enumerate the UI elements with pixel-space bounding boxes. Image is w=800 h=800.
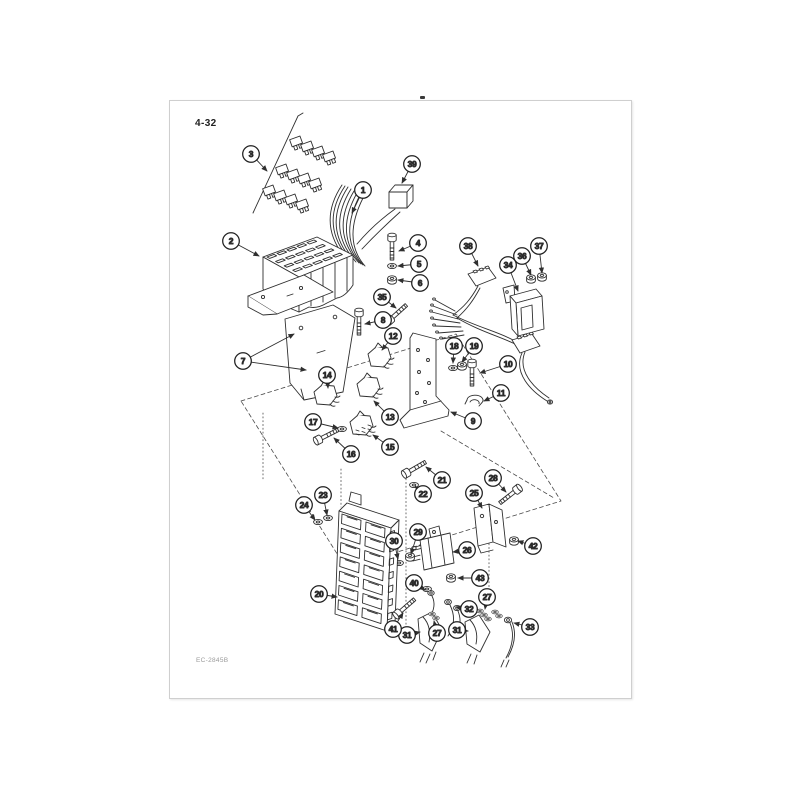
svg-text:29: 29 xyxy=(413,526,423,537)
svg-text:22: 22 xyxy=(418,488,428,499)
callout-5 xyxy=(411,256,428,273)
callout-39 xyxy=(404,156,421,173)
callout-12 xyxy=(385,328,402,345)
svg-text:31: 31 xyxy=(452,624,462,635)
callout-15 xyxy=(382,439,399,456)
svg-text:37: 37 xyxy=(534,240,544,251)
callout-43 xyxy=(472,570,489,587)
svg-text:5: 5 xyxy=(416,258,422,269)
l-bracket xyxy=(400,333,449,428)
relay-15 xyxy=(350,411,376,436)
svg-text:42: 42 xyxy=(528,540,538,551)
callout-41 xyxy=(385,621,402,638)
callout-13 xyxy=(382,409,399,426)
washer-22 xyxy=(410,482,419,487)
svg-text:36: 36 xyxy=(517,250,527,261)
fuse-group xyxy=(253,113,337,214)
svg-text:26: 26 xyxy=(462,544,472,555)
callout-21 xyxy=(434,472,451,489)
page-number: 4-32 xyxy=(195,118,217,129)
bolt-8 xyxy=(355,308,363,335)
callout-31 xyxy=(449,622,466,639)
callout-42 xyxy=(525,538,542,555)
svg-text:40: 40 xyxy=(409,577,419,588)
relay-module-34 xyxy=(503,285,544,336)
callout-14 xyxy=(319,367,336,384)
svg-text:9: 9 xyxy=(470,415,476,426)
svg-text:30: 30 xyxy=(389,535,399,546)
callout-25 xyxy=(466,485,483,502)
callout-27 xyxy=(479,589,496,606)
bolt-washer-nut-set xyxy=(388,233,397,284)
callout-22 xyxy=(415,486,432,503)
svg-text:31: 31 xyxy=(402,629,412,640)
nut-19 xyxy=(458,362,467,370)
callout-18 xyxy=(446,338,463,355)
callout-16 xyxy=(343,446,360,463)
svg-text:6: 6 xyxy=(417,277,423,288)
svg-text:8: 8 xyxy=(380,314,386,325)
svg-text:4: 4 xyxy=(415,237,421,248)
callout-40 xyxy=(406,575,423,592)
washer-18 xyxy=(449,365,458,370)
svg-text:38: 38 xyxy=(463,240,473,251)
bracket-25 xyxy=(474,504,506,553)
svg-text:39: 39 xyxy=(407,158,417,169)
svg-text:2: 2 xyxy=(228,235,234,246)
relay-12 xyxy=(368,343,394,368)
svg-text:16: 16 xyxy=(346,448,356,459)
callout-23 xyxy=(315,487,332,504)
callout-20 xyxy=(311,586,328,603)
callout-3 xyxy=(243,146,260,163)
callout-36 xyxy=(514,248,531,265)
svg-text:13: 13 xyxy=(385,411,395,422)
svg-text:7: 7 xyxy=(240,355,246,366)
svg-text:27: 27 xyxy=(482,591,492,602)
callout-19 xyxy=(466,338,483,355)
nut-43 xyxy=(447,574,456,582)
nut-36 xyxy=(527,275,536,283)
svg-text:25: 25 xyxy=(469,487,479,498)
callout-33 xyxy=(522,619,539,636)
connector-cube xyxy=(389,185,413,208)
nut-29 xyxy=(406,553,415,561)
svg-text:23: 23 xyxy=(318,489,328,500)
svg-text:41: 41 xyxy=(388,623,398,634)
svg-text:10: 10 xyxy=(503,358,513,369)
callout-2 xyxy=(223,233,240,250)
svg-text:20: 20 xyxy=(314,588,324,599)
callout-10 xyxy=(500,356,517,373)
parts-diagram xyxy=(170,101,631,698)
callout-38 xyxy=(460,238,477,255)
svg-text:34: 34 xyxy=(503,259,513,270)
relay-13 xyxy=(357,373,383,398)
callout-4 xyxy=(410,235,427,252)
svg-text:14: 14 xyxy=(322,369,332,380)
callout-28 xyxy=(485,470,502,487)
nut-42 xyxy=(510,537,519,545)
figure-code: EC-2845B xyxy=(196,657,229,664)
clip-11 xyxy=(465,395,483,406)
callout-29 xyxy=(410,524,427,541)
bolt-21 xyxy=(400,458,427,479)
callout-1 xyxy=(355,182,372,199)
svg-text:35: 35 xyxy=(377,291,387,302)
callout-37 xyxy=(531,238,548,255)
washer-23 xyxy=(324,515,333,520)
svg-text:18: 18 xyxy=(449,340,459,351)
svg-text:11: 11 xyxy=(496,387,506,398)
callout-9 xyxy=(465,413,482,430)
wire-harness-right xyxy=(430,266,553,404)
callout-17 xyxy=(305,414,322,431)
callout-26 xyxy=(459,542,476,559)
callout-8 xyxy=(375,312,392,329)
svg-text:12: 12 xyxy=(388,330,398,341)
svg-text:17: 17 xyxy=(308,416,318,427)
callout-32 xyxy=(461,601,478,618)
callout-7 xyxy=(235,353,252,370)
callout-30 xyxy=(386,533,403,550)
callout-24 xyxy=(296,497,313,514)
terminal-strip xyxy=(335,492,399,631)
callout-27 xyxy=(429,625,446,642)
print-artifact xyxy=(420,96,425,99)
svg-text:27: 27 xyxy=(432,627,442,638)
svg-text:3: 3 xyxy=(248,148,254,159)
callout-6 xyxy=(412,275,429,292)
manual-page xyxy=(169,100,632,699)
svg-text:19: 19 xyxy=(469,340,479,351)
svg-text:32: 32 xyxy=(464,603,474,614)
svg-text:24: 24 xyxy=(299,499,309,510)
svg-text:43: 43 xyxy=(475,572,485,583)
callout-11 xyxy=(493,385,510,402)
svg-text:15: 15 xyxy=(385,441,395,452)
callout-35 xyxy=(374,289,391,306)
svg-text:28: 28 xyxy=(488,472,498,483)
svg-text:21: 21 xyxy=(437,474,447,485)
svg-text:33: 33 xyxy=(525,621,535,632)
bolt-10 xyxy=(468,359,476,386)
svg-text:1: 1 xyxy=(360,184,366,195)
nut-37 xyxy=(538,273,547,281)
